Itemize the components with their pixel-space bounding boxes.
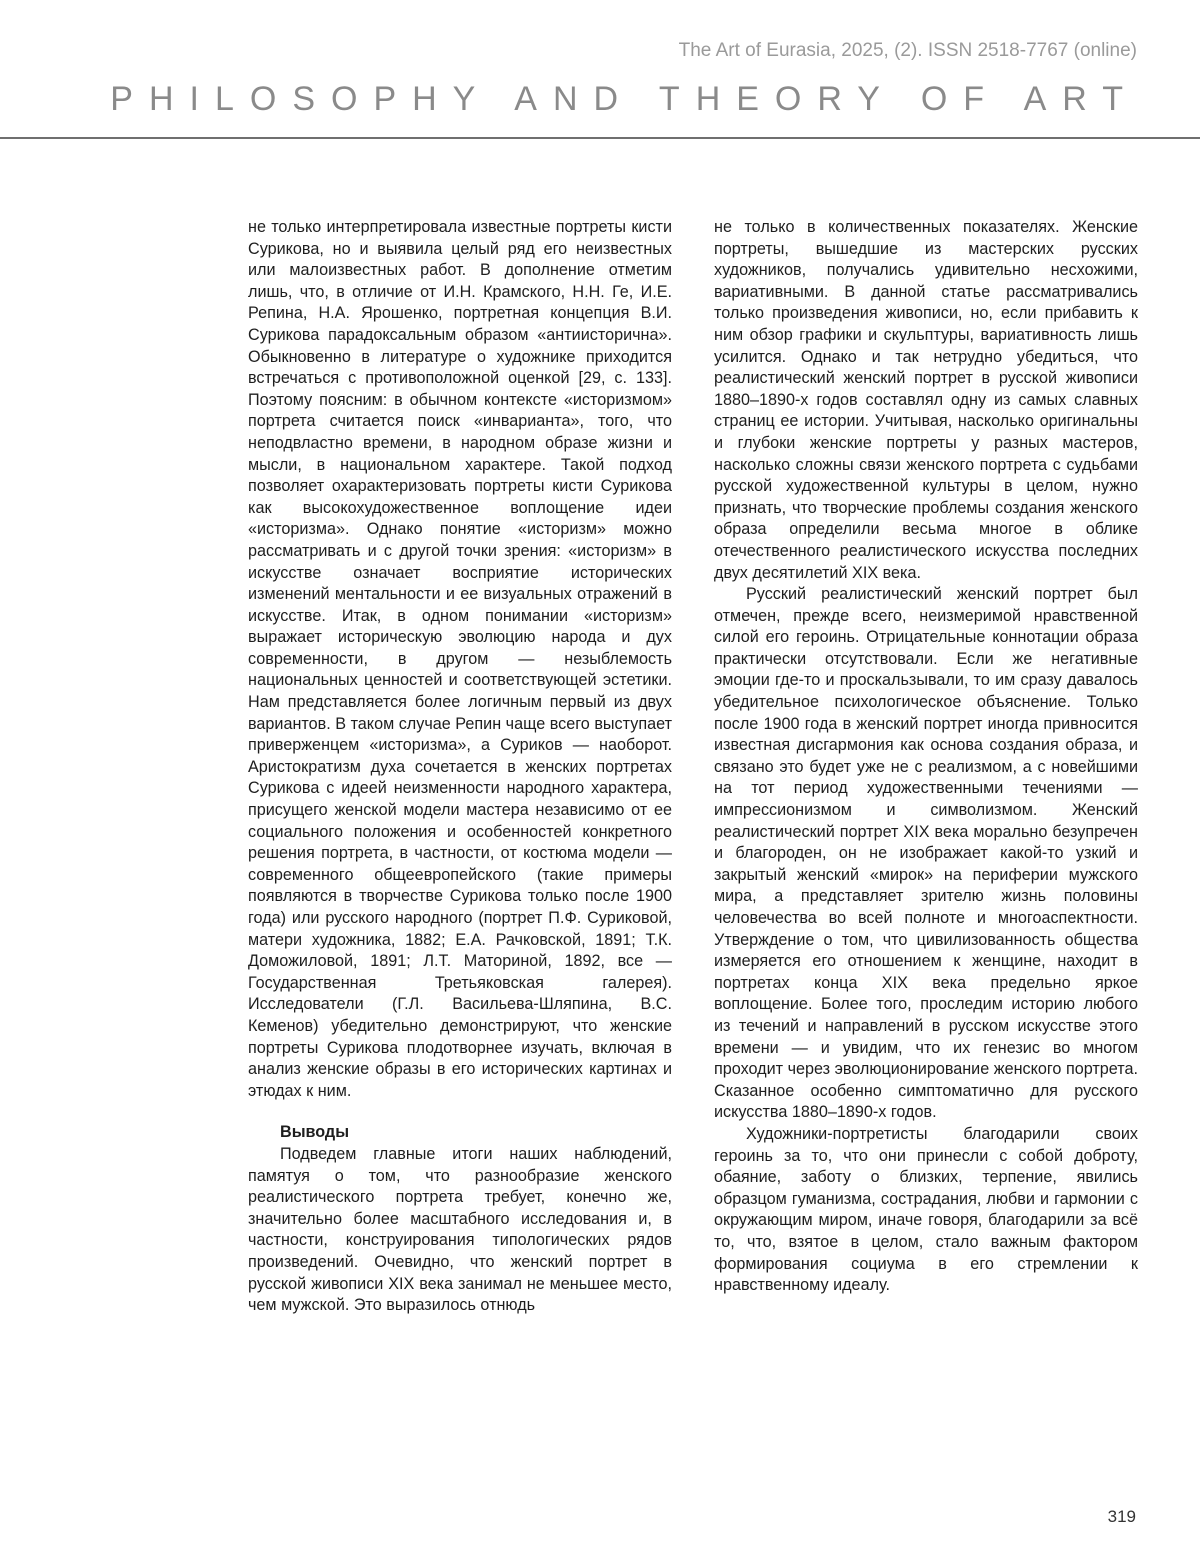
conclusions-heading: Выводы xyxy=(280,1123,350,1142)
right-paragraph-3: Художники-портретисты благодарили своих героинь за то, что они принесли с собой доброту, обаяние, заботу о близких, терпение, явились образцом гуманизма, сострадания, любви и гармонии с окружающим миром, иначе говоря, благодарили за всё то, что, взятое в целом, стало важным фактором формирования социума в его стремлении к нравственному идеалу. xyxy=(714,1124,1138,1295)
right-paragraph-2: Русский реалистический женский портрет был отмечен, прежде всего, неизмеримой нравственной силой его героинь. Отрицательные коннотации образа практически отсутствовали. Если же негативные эмоции где-то и проскальзывали, то им сразу давалось убедительное психологическое объяснение. Только после 1900 года в женский портрет иногда привносится известная дисгармония как основа создания образа, и связано это будет уже не с реализмом, а с новейшими на тот период художественными течениями — импрессионизмом и символизмом. Женский реалистический портрет XIX века морально безупречен и благороден, он не изображает какой-то узкий и закрытый женский «мирок» на периферии мужского мира, а представляет зрителю жизнь половины человечества во всей полноте и многоаспектности. Утверждение о том, что цивилизованность общества измеряется его отношением к женщине, находит в портретах конца XIX века предельно яркое воплощение. Более того, проследим историю любого из течений и направлений в русском искусстве этого времени — и увидим, что их генезис во многом проходит через эволюционирование женского портрета. Сказанное особенно симптоматично для русского искусства 1880–1890-х годов. xyxy=(714,585,1138,1122)
left-paragraph-2: Подведем главные итоги наших наблюдений, памятуя о том, что разнообразие женского реалистического портрета требует, конечно же, значительно более масштабного исследования и, в частности, конструирования типологических рядов произведений. Очевидно, что женский портрет в русской живописи XIX века занимал не меньшее место, чем мужской. Это выразилось отнюдь xyxy=(248,1144,672,1315)
left-paragraph-1: не только интерпретировала известные портреты кисти Сурикова, но и выявила целый ряд его неизвестных или малоизвестных работ. В дополнение отметим лишь, что, в отличие от И.Н. Крамского, Н.Н. Ге, И.Е. Репина, Н.А. Ярошенко, портретная концепция В.И. Сурикова парадоксальным образом «антиисторична». Обыкновенно в литературе о художнике приходится встречаться с противоположной оценкой [29, с. 133]. Поэтому поясним: в обычном контексте «историзмом» портрета считается поиск «инварианта», того, что неподвластно времени, в народном образе жизни и мысли, в национальном характере. Такой подход позволяет охарактеризовать портреты кисти Сурикова как высокохудожественное воплощение идеи «историзма». Однако понятие «историзм» можно рассматривать и с другой точки зрения: «историзм» в искусстве означает восприятие исторических изменений ментальности и ее визуальных отражений в искусстве. Итак, в одном понимании «историзм» выражает историческую эволюцию народа и дух современности, в другом — незыблемость национальных ценностей и соответствующей эстетики. Нам представляется более логичным первый из двух вариантов. В таком случае Репин чаще всего выступает приверженцем «историзма», а Суриков — наоборот. Аристократизм духа сочетается в женских портретах Сурикова с идеей неизменности народного характера, присущего женской модели мастера независимо от ее социального положения и особенностей конкретного решения портрета, в частности, от костюма модели — современного общеевропейского (такие примеры появляются в творчестве Сурикова только после 1900 года) или русского народного (портрет П.Ф. Суриковой, матери художника, 1882; Е.А. Рачковской, 1891; Т.К. Доможиловой, 1891; Л.Т. Маториной, 1892, все — Государственная Третьяковская галерея). Исследователи (Г.Л. Васильева-Шляпина, В.С. Кеменов) убедительно демонстрируют, что женские портреты Сурикова плодотворнее изучать, включая в анализ женские образы в его исторических картинах и этюдах к ним. xyxy=(248,218,672,1100)
right-paragraph-1: не только в количественных показателях. Женские портреты, вышедшие из мастерских русских художников, получались удивительно несхожими, вариативными. В данной статье рассматривались только произведения живописи, но, если прибавить к ним обзор графики и скульптуры, вариативность лишь усилится. Однако и так нетрудно убедиться, что реалистический женский портрет в русской живописи 1880–1890-х годов составлял одну из самых славных страниц ее истории. Учитывая, насколько оригинальны и глубоки женские портреты у разных мастеров, насколько сложны связи женского портрета с судьбами русской художественной культуры в целом, нужно признать, что творческие проблемы создания женского образа определили весьма многое в облике отечественного реалистического искусства последних двух десятилетий XIX века. xyxy=(714,218,1138,582)
page-number: 319 xyxy=(1107,1507,1136,1526)
section-title: PHILOSOPHY AND THEORY OF ART xyxy=(110,80,1139,118)
header-divider xyxy=(0,137,1200,139)
right-column xyxy=(714,217,1138,1297)
left-column xyxy=(248,217,672,1317)
journal-citation: The Art of Eurasia, 2025, (2). ISSN 2518-7767 (online) xyxy=(678,40,1137,61)
